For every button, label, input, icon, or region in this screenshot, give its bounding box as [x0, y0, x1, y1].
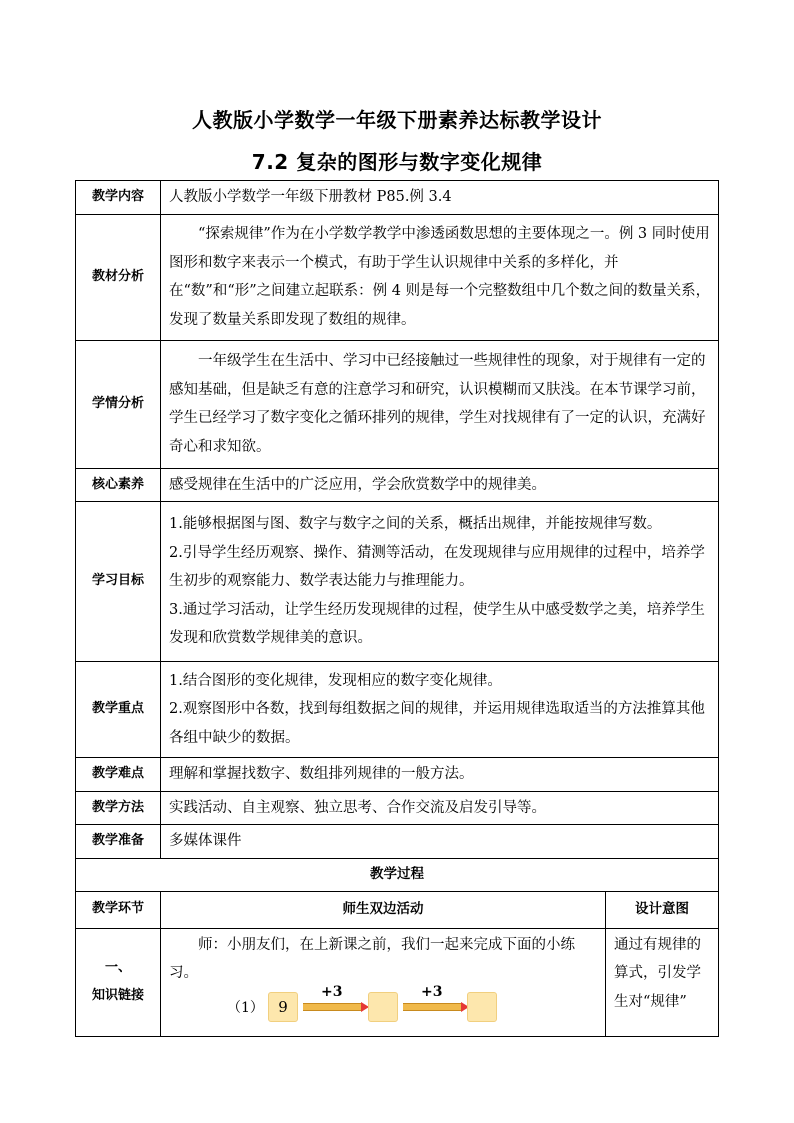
table-row [76, 340, 719, 468]
table-row [76, 662, 719, 758]
table-row [76, 791, 719, 825]
empty-answer-box [368, 992, 398, 1022]
row-label: 学习目标 [76, 502, 161, 662]
table-row [76, 502, 719, 662]
step-cell [76, 928, 161, 1036]
content-line: “探索规律”作为在小学数学教学中渗透函数思想的主要体现之一。例 3 同时使用图形和数字来表示一个模式，有助于学生认识规律中关系的多样化，并在“数”和“形”之间建立起联系：例 4 则是每一个完整数组中几个数之间的数量关系，发现了数量关系即发现了数组的规律。 [169, 226, 711, 328]
header-intent: 设计意图 [606, 891, 719, 928]
row-label: 教学内容 [76, 181, 161, 215]
row-content [161, 791, 719, 825]
activity-cell [161, 928, 606, 1036]
content-line: 2.引导学生经历观察、操作、猜测等活动，在发现规律与应用规律的过程中，培养学生初步的观察能力、数学表达能力与推理能力。 [169, 544, 705, 590]
process-heading: 教学过程 [76, 858, 719, 891]
header-activity: 师生双边活动 [161, 891, 606, 928]
exercise-row [169, 983, 599, 1022]
content-line: 一年级学生在生活中、学习中已经接触过一些规律性的现象，对于规律有一定的感知基础，但是缺乏有意的注意学习和研究，认识模糊而又肤浅。在本节课学习前，学生已经学习了数字变化之循环排列的规律，学生对找规律有了一定的认识，充满好奇心和求知欲。 [169, 353, 706, 455]
row-label: 学情分析 [76, 340, 161, 468]
row-content [161, 214, 719, 340]
row-label: 核心素养 [76, 468, 161, 502]
content-line: 理解和掌握找数字、数组排列规律的一般方法。 [169, 766, 474, 782]
content-line: 实践活动、自主观察、独立思考、合作交流及启发引导等。 [169, 799, 546, 816]
process-heading-row [76, 858, 719, 891]
row-content [161, 825, 719, 859]
row-label: 教学重点 [76, 662, 161, 758]
row-content [161, 468, 719, 502]
table-row [76, 825, 719, 859]
process-row [76, 928, 719, 1036]
lesson-plan-table [75, 180, 719, 1037]
row-label: 教学准备 [76, 825, 161, 859]
table-row [76, 468, 719, 502]
operation-label: +3 [321, 983, 343, 1000]
content-line: 2.观察图形中各数，找到每组数据之间的规律，并运用规律选取适当的方法推算其他各组中缺少的数据。 [169, 701, 705, 746]
row-content [161, 181, 719, 215]
content-line: 多媒体课件 [169, 833, 242, 849]
step-name: 知识链接 [91, 988, 144, 1003]
intent-cell [606, 928, 719, 1036]
row-label: 教学难点 [76, 758, 161, 792]
content-line: 3.通过学习活动，让学生经历发现规律的过程，使学生从中感受数学之美，培养学生发现和欣赏数学规律美的意识。 [169, 601, 705, 647]
exercise-number: （1） [227, 999, 264, 1016]
step-number: 一、 [104, 959, 131, 975]
row-content [161, 340, 719, 468]
table-row [76, 181, 719, 215]
row-content [161, 502, 719, 662]
intent-text: 通过有规律的算式，引发学生对“规律” [614, 936, 701, 1010]
row-label: 教材分析 [76, 214, 161, 340]
row-label: 教学方法 [76, 791, 161, 825]
operation-label: +3 [421, 983, 443, 1000]
content-line: 人教版小学数学一年级下册教材 P85.例 3.4 [169, 189, 452, 205]
header-step: 教学环节 [76, 891, 161, 928]
content-line: 1.结合图形的变化规律，发现相应的数字变化规律。 [169, 672, 502, 689]
document-title: 人教版小学数学一年级下册素养达标教学设计 [192, 108, 602, 132]
empty-answer-box [467, 992, 497, 1022]
table-row [76, 758, 719, 792]
pencil-arrow-icon [403, 1003, 461, 1011]
pencil-arrow-icon [303, 1003, 361, 1011]
content-line: 感受规律在生活中的广泛应用，学会欣赏数学中的规律美。 [169, 476, 546, 493]
row-content [161, 758, 719, 792]
row-content [161, 662, 719, 758]
process-header-row [76, 891, 719, 928]
table-row [76, 214, 719, 340]
number-box: 9 [268, 992, 298, 1022]
activity-text: 师：小朋友们，在上新课之前，我们一起来完成下面的小练习。 [169, 936, 575, 981]
document-subtitle: 7.2 复杂的图形与数字变化规律 [251, 150, 543, 174]
content-line: 1.能够根据图与图、数字与数字之间的关系，概括出规律，并能按规律写数。 [169, 516, 662, 533]
